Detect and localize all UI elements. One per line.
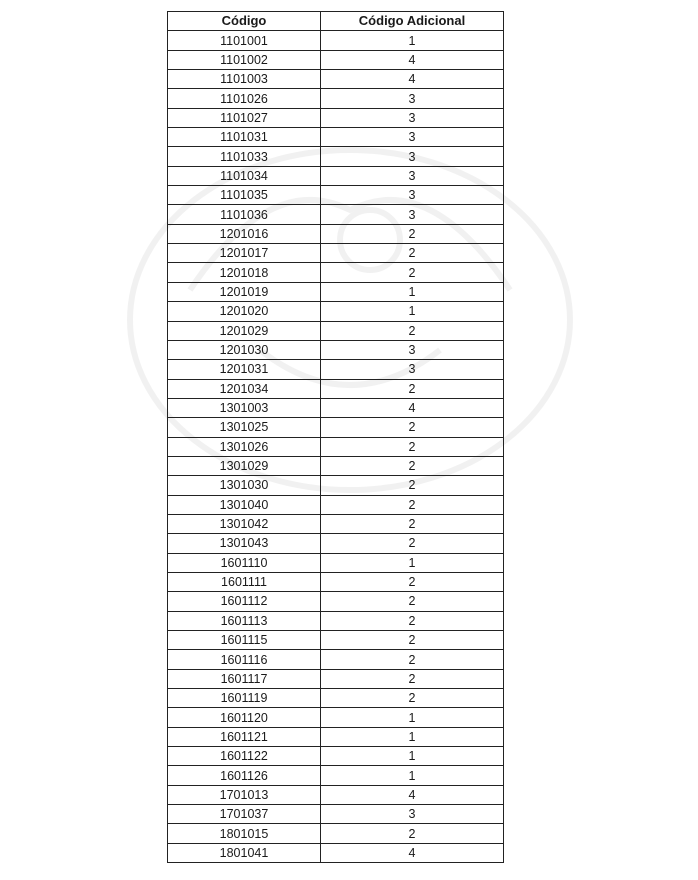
table-row	[168, 572, 504, 591]
codigo-adicional-cell: 1	[321, 708, 504, 727]
codigo-adicional-cell: 1	[321, 766, 504, 785]
codigo-adicional-cell: 2	[321, 514, 504, 533]
table-row	[168, 186, 504, 205]
table-row	[168, 128, 504, 147]
codigo-cell: 1101027	[168, 108, 321, 127]
codigo-cell: 1101035	[168, 186, 321, 205]
codigo-cell: 1101036	[168, 205, 321, 224]
codigo-adicional-cell: 3	[321, 166, 504, 185]
codigo-cell: 1801015	[168, 824, 321, 843]
codigo-adicional-cell: 4	[321, 70, 504, 89]
table-row	[168, 418, 504, 437]
codigo-cell: 1201029	[168, 321, 321, 340]
codigo-adicional-cell: 1	[321, 553, 504, 572]
codigo-adicional-cell: 3	[321, 108, 504, 127]
table-row	[168, 263, 504, 282]
codigo-cell: 1301042	[168, 514, 321, 533]
table-row	[168, 514, 504, 533]
table-row	[168, 843, 504, 862]
codigo-adicional-cell: 2	[321, 456, 504, 475]
codigo-adicional-cell: 2	[321, 592, 504, 611]
table-row	[168, 785, 504, 804]
codigo-adicional-cell: 4	[321, 398, 504, 417]
codigo-adicional-cell: 2	[321, 495, 504, 514]
codigo-cell: 1701037	[168, 805, 321, 824]
codigo-adicional-cell: 2	[321, 263, 504, 282]
codigo-cell: 1801041	[168, 843, 321, 862]
codigo-adicional-cell: 3	[321, 360, 504, 379]
codigo-cell: 1601111	[168, 572, 321, 591]
codigo-cell: 1601122	[168, 747, 321, 766]
codigo-adicional-cell: 1	[321, 747, 504, 766]
codigo-adicional-cell: 1	[321, 282, 504, 301]
table-row	[168, 70, 504, 89]
codigo-adicional-cell: 2	[321, 669, 504, 688]
codigo-adicional-cell: 2	[321, 534, 504, 553]
codigo-adicional-cell: 4	[321, 785, 504, 804]
codigo-adicional-cell: 2	[321, 650, 504, 669]
codigo-adicional-cell: 1	[321, 727, 504, 746]
table-row	[168, 302, 504, 321]
codigo-cell: 1601126	[168, 766, 321, 785]
codigo-adicional-cell: 2	[321, 611, 504, 630]
codigo-cell: 1101026	[168, 89, 321, 108]
codigo-adicional-cell: 1	[321, 302, 504, 321]
codigo-adicional-cell: 4	[321, 843, 504, 862]
codigo-cell: 1101002	[168, 50, 321, 69]
codigo-cell: 1201020	[168, 302, 321, 321]
codigo-cell: 1301043	[168, 534, 321, 553]
table-row	[168, 89, 504, 108]
table-row	[168, 747, 504, 766]
table-row	[168, 689, 504, 708]
codigo-cell: 1301030	[168, 476, 321, 495]
table-row	[168, 650, 504, 669]
codigo-adicional-cell: 2	[321, 572, 504, 591]
table-row	[168, 534, 504, 553]
table-row	[168, 340, 504, 359]
codigo-cell: 1301025	[168, 418, 321, 437]
table-row	[168, 456, 504, 475]
table-row	[168, 824, 504, 843]
codigo-adicional-cell: 3	[321, 147, 504, 166]
codigo-cell: 1601115	[168, 631, 321, 650]
codigo-adicional-cell: 2	[321, 224, 504, 243]
codigo-cell: 1701013	[168, 785, 321, 804]
table-row	[168, 205, 504, 224]
codigo-cell: 1601116	[168, 650, 321, 669]
codigo-cell: 1201034	[168, 379, 321, 398]
table-row	[168, 224, 504, 243]
codigo-adicional-cell: 1	[321, 31, 504, 50]
table-row	[168, 244, 504, 263]
table-row	[168, 708, 504, 727]
table-row	[168, 631, 504, 650]
codigo-cell: 1601112	[168, 592, 321, 611]
codigo-adicional-cell: 2	[321, 824, 504, 843]
table-row	[168, 321, 504, 340]
codigo-cell: 1101034	[168, 166, 321, 185]
column-header-codigo: Código	[168, 12, 321, 31]
table-row	[168, 476, 504, 495]
codigo-adicional-cell: 2	[321, 437, 504, 456]
codigo-adicional-cell: 2	[321, 476, 504, 495]
codigo-adicional-cell: 3	[321, 805, 504, 824]
table-row	[168, 360, 504, 379]
codigo-adicional-cell: 3	[321, 340, 504, 359]
table-row	[168, 108, 504, 127]
table-row	[168, 147, 504, 166]
codigo-cell: 1601121	[168, 727, 321, 746]
table-row	[168, 553, 504, 572]
table-row	[168, 727, 504, 746]
codes-table	[167, 11, 504, 863]
codigo-cell: 1201031	[168, 360, 321, 379]
codigo-cell: 1601119	[168, 689, 321, 708]
table-row	[168, 379, 504, 398]
codigo-cell: 1601113	[168, 611, 321, 630]
codigo-adicional-cell: 3	[321, 205, 504, 224]
codigo-cell: 1101003	[168, 70, 321, 89]
table-row	[168, 50, 504, 69]
table-row	[168, 31, 504, 50]
table-row	[168, 805, 504, 824]
codigo-cell: 1601120	[168, 708, 321, 727]
codigo-cell: 1101033	[168, 147, 321, 166]
codigo-adicional-cell: 4	[321, 50, 504, 69]
table-row	[168, 282, 504, 301]
codigo-adicional-cell: 2	[321, 631, 504, 650]
codigo-adicional-cell: 3	[321, 128, 504, 147]
table-row	[168, 437, 504, 456]
codigo-cell: 1601110	[168, 553, 321, 572]
codigo-cell: 1301026	[168, 437, 321, 456]
codigo-cell: 1201017	[168, 244, 321, 263]
codigo-adicional-cell: 2	[321, 418, 504, 437]
codigo-adicional-cell: 2	[321, 244, 504, 263]
codigo-cell: 1101031	[168, 128, 321, 147]
codigo-adicional-cell: 3	[321, 89, 504, 108]
codigo-adicional-cell: 3	[321, 186, 504, 205]
table-row	[168, 398, 504, 417]
codigo-adicional-cell: 2	[321, 321, 504, 340]
codigo-cell: 1201019	[168, 282, 321, 301]
table-header-row	[168, 12, 504, 31]
table-row	[168, 495, 504, 514]
codigo-cell: 1601117	[168, 669, 321, 688]
codigo-cell: 1301040	[168, 495, 321, 514]
codigo-cell: 1301003	[168, 398, 321, 417]
codigo-cell: 1301029	[168, 456, 321, 475]
column-header-codigo-adicional: Código Adicional	[321, 12, 504, 31]
codigo-cell: 1201030	[168, 340, 321, 359]
codigo-cell: 1201016	[168, 224, 321, 243]
codigo-cell: 1201018	[168, 263, 321, 282]
table-row	[168, 669, 504, 688]
codigo-cell: 1101001	[168, 31, 321, 50]
table-row	[168, 611, 504, 630]
codigo-adicional-cell: 2	[321, 379, 504, 398]
codigo-adicional-cell: 2	[321, 689, 504, 708]
table-row	[168, 166, 504, 185]
table-row	[168, 592, 504, 611]
table-row	[168, 766, 504, 785]
